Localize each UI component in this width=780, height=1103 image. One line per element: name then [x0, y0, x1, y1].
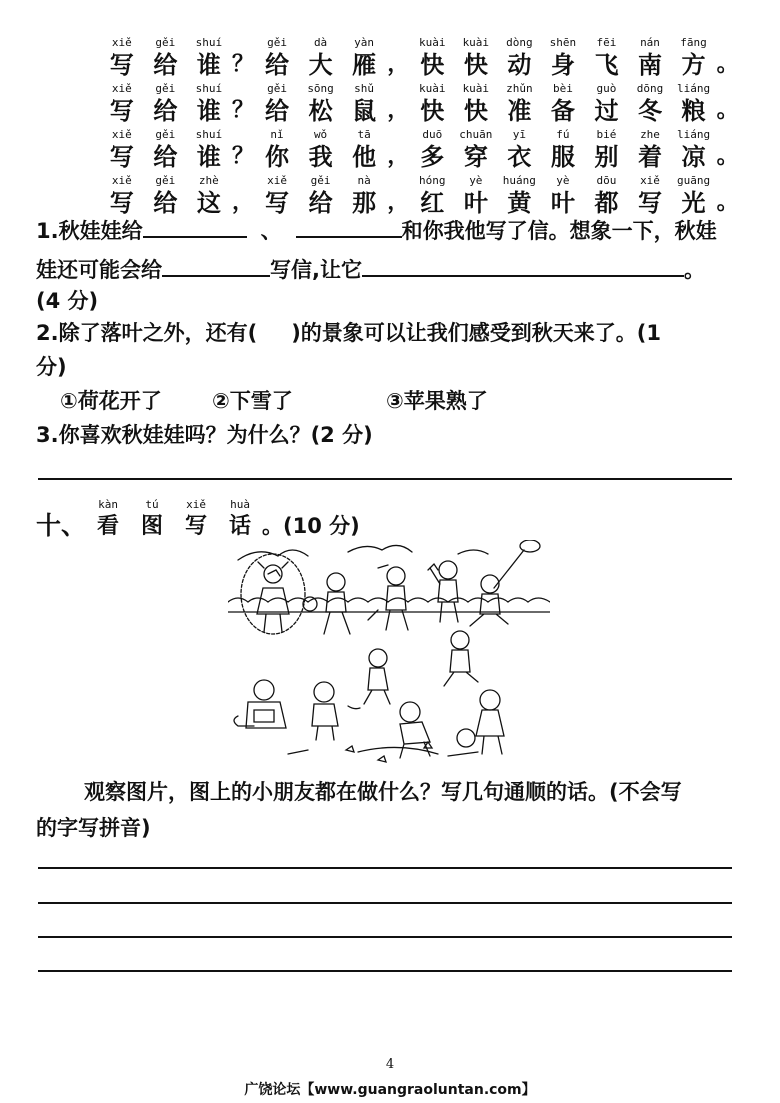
punctuation: ？	[231, 144, 254, 169]
pinyin: dōng	[636, 82, 664, 95]
pinyin: yàn	[354, 36, 375, 49]
poem-line-4	[100, 172, 740, 218]
pinyin: guò	[596, 82, 617, 95]
hanzi: 备	[550, 97, 575, 125]
poem-char	[498, 82, 542, 126]
hanzi: 写	[109, 189, 134, 217]
pinyin: xiě	[111, 82, 132, 95]
page-number: 4	[385, 1057, 395, 1072]
question-2-a: 2.除了落叶之外，还有(	[36, 321, 258, 345]
poem-char	[255, 174, 299, 218]
poem-char	[342, 82, 386, 126]
hanzi: 光	[681, 189, 706, 217]
hanzi: 方	[681, 51, 706, 79]
hanzi: 谁	[196, 51, 221, 79]
hanzi: 他	[352, 143, 377, 171]
poem-char	[100, 82, 144, 126]
pinyin: shuí	[195, 36, 223, 49]
poem-char	[411, 174, 455, 218]
hanzi: 写	[638, 189, 662, 217]
pinyin: chuān	[459, 128, 493, 141]
poem-char	[100, 128, 144, 172]
poem-char	[100, 36, 144, 80]
punctuation: 。	[716, 144, 739, 169]
hanzi: 你	[265, 143, 290, 171]
hanzi: 大	[308, 51, 333, 79]
poem-char	[144, 128, 188, 172]
poem-char	[187, 174, 231, 218]
poem-char	[187, 82, 231, 126]
pinyin: gěi	[155, 174, 176, 187]
poem-char	[255, 128, 299, 172]
hanzi: 快	[420, 51, 445, 79]
hanzi: 话	[229, 514, 252, 539]
poem-line-3	[100, 126, 740, 172]
hanzi: 凉	[681, 143, 706, 171]
hanzi: 动	[507, 51, 532, 79]
pinyin: xiě	[111, 128, 132, 141]
poem-char	[585, 82, 629, 126]
poem-char	[144, 174, 188, 218]
hanzi: 给	[153, 189, 178, 217]
poem-char	[144, 36, 188, 80]
writing-line-3[interactable]	[38, 936, 732, 938]
hanzi: 雁	[352, 51, 377, 79]
hanzi: 写	[109, 97, 134, 125]
pinyin: gěi	[155, 82, 176, 95]
poem-line-2	[100, 80, 740, 126]
poem-char	[342, 36, 386, 80]
section-number: 十、	[36, 511, 87, 540]
pinyin: fāng	[680, 36, 707, 49]
punctuation: ，	[387, 190, 410, 215]
pinyin: bié	[596, 128, 617, 141]
punctuation: ，	[231, 190, 254, 215]
poem-char	[541, 82, 585, 126]
hanzi: 粮	[681, 97, 706, 125]
hanzi: 冬	[638, 97, 662, 125]
pinyin: kuài	[419, 36, 446, 49]
poem-char	[342, 128, 386, 172]
poem-char	[299, 36, 343, 80]
section-title	[86, 498, 262, 542]
pinyin: xiě	[111, 174, 132, 187]
hanzi: 那	[352, 189, 377, 217]
hanzi: 着	[638, 143, 662, 171]
hanzi: 南	[638, 51, 662, 79]
poem-char	[454, 174, 498, 218]
hanzi: 叶	[550, 189, 575, 217]
pinyin: gěi	[155, 128, 176, 141]
pinyin: wǒ	[313, 128, 328, 141]
poem-char	[255, 82, 299, 126]
pinyin: fú	[556, 128, 570, 141]
pinyin: zhǔn	[506, 82, 533, 95]
answer-blank-1a[interactable]	[143, 214, 247, 238]
pinyin: xiě	[186, 498, 206, 511]
poem-char	[454, 82, 498, 126]
poem-char	[498, 128, 542, 172]
pinyin: dōu	[596, 174, 617, 187]
question-1-line-2	[36, 253, 705, 287]
hanzi: 黄	[507, 189, 532, 217]
poem-char	[100, 174, 144, 218]
pinyin: kuài	[462, 36, 490, 49]
poem-char	[628, 36, 672, 80]
writing-line-4[interactable]	[38, 970, 732, 972]
poem-char	[628, 174, 672, 218]
hanzi: 写	[185, 514, 208, 539]
hanzi: 给	[308, 189, 333, 217]
pinyin: nán	[640, 36, 660, 49]
poem-char	[411, 128, 455, 172]
poem-char	[585, 128, 629, 172]
poem-char	[541, 128, 585, 172]
pinyin: huáng	[502, 174, 536, 187]
poem-char	[498, 174, 542, 218]
pinyin: yè	[469, 174, 483, 187]
question-2-b: )的景象可以让我们感受到秋天来了。(1	[291, 321, 661, 345]
punctuation: ，	[387, 144, 410, 169]
punctuation: 。	[716, 190, 739, 215]
option-3[interactable]: ③苹果熟了	[386, 389, 488, 413]
section-10-heading	[36, 498, 360, 542]
pinyin: yī	[512, 128, 526, 141]
pinyin: kuài	[419, 82, 446, 95]
poem-char	[299, 174, 343, 218]
answer-blank-1d[interactable]	[362, 253, 684, 277]
poem-char	[498, 36, 542, 80]
hanzi: 穿	[463, 143, 488, 171]
punctuation: ？	[231, 52, 254, 77]
hanzi: 别	[594, 143, 619, 171]
hanzi: 图	[141, 514, 164, 539]
question-1-separator: 、	[260, 219, 282, 243]
question-2-score: 分)	[36, 355, 67, 379]
pinyin: tā	[357, 128, 371, 141]
pinyin: bèi	[552, 82, 573, 95]
poem-char	[585, 36, 629, 80]
poem-char	[454, 36, 498, 80]
pinyin: gěi	[310, 174, 331, 187]
hanzi: 我	[308, 143, 333, 171]
punctuation: 。	[716, 98, 739, 123]
poem-char	[454, 128, 498, 172]
hanzi: 多	[420, 143, 445, 171]
pinyin: gěi	[267, 36, 287, 49]
hanzi: 写	[109, 143, 134, 171]
poem-char	[585, 174, 629, 218]
question-1-score: (4 分)	[36, 289, 99, 313]
pinyin: xiě	[267, 174, 287, 187]
pinyin: xiě	[111, 36, 132, 49]
punctuation: ，	[387, 52, 410, 77]
title-char	[174, 498, 218, 542]
pinyin: kàn	[98, 498, 118, 511]
pinyin: tú	[145, 498, 159, 511]
poem-char	[672, 82, 716, 126]
poem-line-1	[100, 34, 740, 80]
poem-char	[628, 82, 672, 126]
section-score: 。(10 分)	[262, 514, 360, 538]
pinyin: xiě	[640, 174, 660, 187]
hanzi: 看	[97, 514, 120, 539]
hanzi: 给	[265, 51, 290, 79]
poem-char	[187, 36, 231, 80]
hanzi: 身	[550, 51, 575, 79]
pinyin: shuí	[195, 128, 223, 141]
pinyin: nǐ	[270, 128, 284, 141]
poem-char	[672, 128, 716, 172]
pinyin: nà	[357, 174, 371, 187]
poem-char	[411, 82, 455, 126]
pinyin: duō	[422, 128, 443, 141]
hanzi: 写	[265, 189, 290, 217]
option-2[interactable]: ②下雪了	[212, 389, 293, 413]
pinyin: shuí	[195, 82, 223, 95]
pinyin: kuài	[462, 82, 490, 95]
poem-char	[628, 128, 672, 172]
hanzi: 给	[265, 97, 290, 125]
poem-char	[541, 174, 585, 218]
writing-line-1[interactable]	[38, 867, 732, 869]
title-char	[218, 498, 262, 542]
hanzi: 给	[153, 51, 178, 79]
hanzi: 过	[594, 97, 619, 125]
writing-line-2[interactable]	[38, 902, 732, 904]
punctuation: ，	[387, 98, 410, 123]
pinyin: dà	[313, 36, 328, 49]
pinyin: liáng	[676, 128, 711, 141]
question-1-line-2-a: 娃还可能会给	[36, 258, 162, 282]
question-1-line-1	[36, 214, 717, 248]
pinyin: fēi	[596, 36, 617, 49]
hanzi: 给	[153, 97, 178, 125]
hanzi: 快	[463, 97, 488, 125]
question-1-line-2-end: 。	[683, 258, 705, 282]
pinyin: yè	[556, 174, 570, 187]
question-1-line-2-b: 写信,让它	[270, 258, 362, 282]
poem-char	[144, 82, 188, 126]
pinyin: hóng	[419, 174, 446, 187]
poem-char	[672, 36, 716, 80]
children-playing-illustration	[228, 540, 550, 772]
question-1-middle: 和你我他写了信。想象一下，秋娃	[401, 219, 717, 243]
punctuation: ？	[231, 98, 254, 123]
poem-char	[299, 82, 343, 126]
hanzi: 写	[109, 51, 134, 79]
poem-char	[255, 36, 299, 80]
poem-char	[541, 36, 585, 80]
hanzi: 谁	[196, 143, 221, 171]
hanzi: 飞	[594, 51, 619, 79]
hanzi: 快	[463, 51, 488, 79]
hanzi: 这	[196, 189, 221, 217]
punctuation: 。	[716, 52, 739, 77]
pinyin: gěi	[267, 82, 287, 95]
hanzi: 给	[153, 143, 178, 171]
hanzi: 服	[550, 143, 575, 171]
hanzi: 准	[507, 97, 532, 125]
poem-char	[342, 174, 386, 218]
footer-source: 广饶论坛【www.guangraoluntan.com】	[244, 1082, 536, 1098]
pinyin: shǔ	[354, 82, 375, 95]
pinyin: zhe	[640, 128, 660, 141]
hanzi: 快	[420, 97, 445, 125]
poem	[100, 34, 740, 218]
poem-char	[187, 128, 231, 172]
question-2-line-1	[36, 317, 661, 350]
pinyin: guāng	[676, 174, 711, 187]
pinyin: liáng	[676, 82, 711, 95]
question-2-options	[60, 385, 488, 418]
answer-line-3[interactable]	[38, 478, 732, 480]
pinyin: gěi	[155, 36, 176, 49]
hanzi: 谁	[196, 97, 221, 125]
hanzi: 都	[594, 189, 619, 217]
hanzi: 松	[308, 97, 333, 125]
hanzi: 叶	[463, 189, 488, 217]
title-char	[86, 498, 130, 542]
pinyin: dòng	[506, 36, 533, 49]
hanzi: 红	[420, 189, 445, 217]
writing-prompt-line-2: 的字写拼音)	[36, 816, 151, 840]
poem-char	[299, 128, 343, 172]
hanzi: 鼠	[352, 97, 377, 125]
question-3: 3.你喜欢秋娃娃吗？为什么？(2 分)	[36, 423, 373, 447]
pinyin: shēn	[549, 36, 577, 49]
option-1[interactable]: ①荷花开了	[60, 389, 162, 413]
answer-blank-1c[interactable]	[162, 253, 270, 277]
pinyin: sōng	[307, 82, 334, 95]
pinyin: huà	[230, 498, 250, 511]
poem-char	[672, 174, 716, 218]
writing-prompt-line-1: 观察图片，图上的小朋友都在做什么？写几句通顺的话。(不会写	[84, 780, 682, 804]
hanzi: 衣	[507, 143, 532, 171]
title-char	[130, 498, 174, 542]
question-1-lead: 1.秋娃娃给	[36, 219, 143, 243]
pinyin: zhè	[198, 174, 219, 187]
poem-char	[411, 36, 455, 80]
answer-blank-1b[interactable]	[296, 214, 402, 238]
